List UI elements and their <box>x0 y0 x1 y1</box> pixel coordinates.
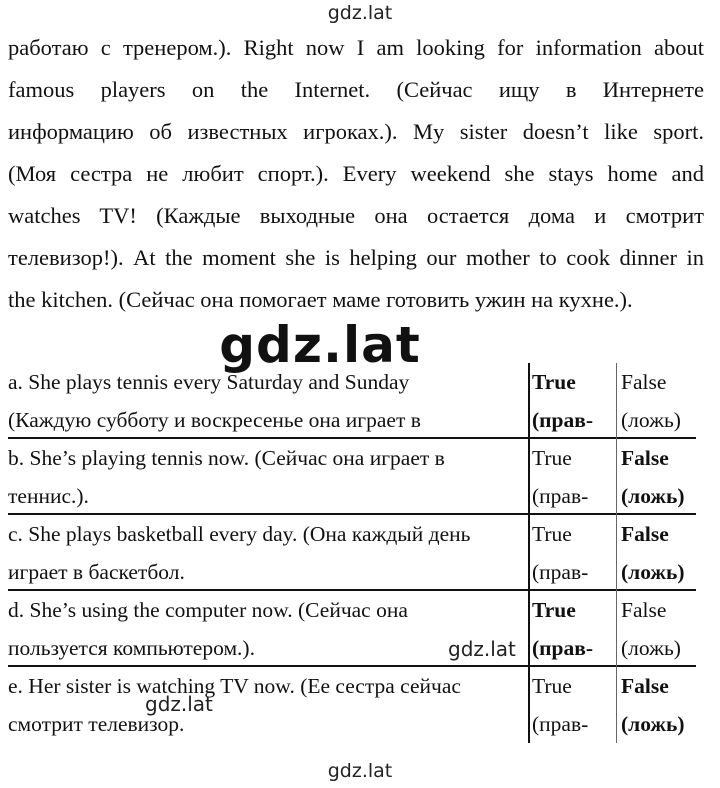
statement-line: теннис.). <box>8 484 89 508</box>
true-label: True <box>532 370 576 394</box>
true-cell <box>528 439 618 515</box>
true-label: True <box>532 674 572 698</box>
true-label-translation: (прав- <box>532 636 594 660</box>
statement-line: e. Her sister is watching TV now. (Ее сестра сейчас <box>8 674 461 698</box>
statement-line: пользуется компьютером.). <box>8 636 255 660</box>
true-cell <box>528 591 618 667</box>
statement-cell <box>8 363 528 439</box>
false-cell <box>616 591 701 667</box>
watermark-inline: gdz.lat <box>448 637 516 661</box>
statement-line: (Каждую субботу и воскресенье она играет в <box>8 408 421 432</box>
table-row <box>8 591 696 667</box>
paragraph-line: famous players on the Internet. (Сейчас ищу в Интернете <box>8 77 704 102</box>
statement-line: смотрит телевизор. <box>8 712 185 736</box>
text-paragraph <box>8 27 704 321</box>
watermark-inline: gdz.lat <box>145 692 213 716</box>
false-label-translation: (ложь) <box>621 712 685 736</box>
statement-cell <box>8 439 528 515</box>
false-label-translation: (ложь) <box>621 408 681 432</box>
watermark-top: gdz.lat <box>327 2 393 24</box>
paragraph-line: телевизор!). At the moment she is helping our mother to cook dinner in <box>8 245 704 270</box>
false-cell <box>616 515 701 591</box>
false-label: False <box>621 598 667 622</box>
false-label: False <box>621 370 667 394</box>
false-label-translation: (ложь) <box>621 636 681 660</box>
true-label-translation: (прав- <box>532 484 589 508</box>
paragraph-line: the kitchen. (Сейчас она помогает маме готовить ужин на кухне.). <box>8 287 633 312</box>
true-label-translation: (прав- <box>532 712 589 736</box>
table-row <box>8 439 696 515</box>
false-label: False <box>621 446 669 470</box>
true-false-table <box>8 363 696 741</box>
table-row <box>8 515 696 591</box>
statement-line: b. She’s playing tennis now. (Сейчас она играет в <box>8 446 445 470</box>
paragraph-line: работаю с тренером.). Right now I am looking for information about <box>8 35 704 60</box>
statement-line: a. She plays tennis every Saturday and Sunday <box>8 370 410 394</box>
true-label: True <box>532 446 572 470</box>
statement-cell <box>8 515 528 591</box>
table-row <box>8 363 696 439</box>
statement-line: c. She plays basketball every day. (Она каждый день <box>8 522 471 546</box>
true-label-translation: (прав- <box>532 408 594 432</box>
true-label-translation: (прав- <box>532 560 589 584</box>
true-cell <box>528 667 618 743</box>
table-row <box>8 667 696 741</box>
true-cell <box>528 515 618 591</box>
false-cell <box>616 439 701 515</box>
false-label: False <box>621 674 669 698</box>
false-cell <box>616 667 701 743</box>
true-label: True <box>532 522 572 546</box>
paragraph-line: информацию об известных игроках.). My sister doesn’t like sport. <box>8 119 704 144</box>
false-cell <box>616 363 701 439</box>
statement-line: d. She’s using the computer now. (Сейчас она <box>8 598 408 622</box>
paragraph-line: (Моя сестра не любит спорт.). Every weekend she stays home and <box>8 161 704 186</box>
false-label: False <box>621 522 669 546</box>
true-cell <box>528 363 618 439</box>
false-label-translation: (ложь) <box>621 484 685 508</box>
paragraph-line: watches TV! (Каждые выходные она остается дома и смотрит <box>8 203 704 228</box>
statement-line: играет в баскетбол. <box>8 560 185 584</box>
watermark-large: gdz.lat <box>219 316 421 374</box>
statement-cell <box>8 667 528 743</box>
true-label: True <box>532 598 576 622</box>
watermark-bottom: gdz.lat <box>327 760 393 782</box>
false-label-translation: (ложь) <box>621 560 685 584</box>
